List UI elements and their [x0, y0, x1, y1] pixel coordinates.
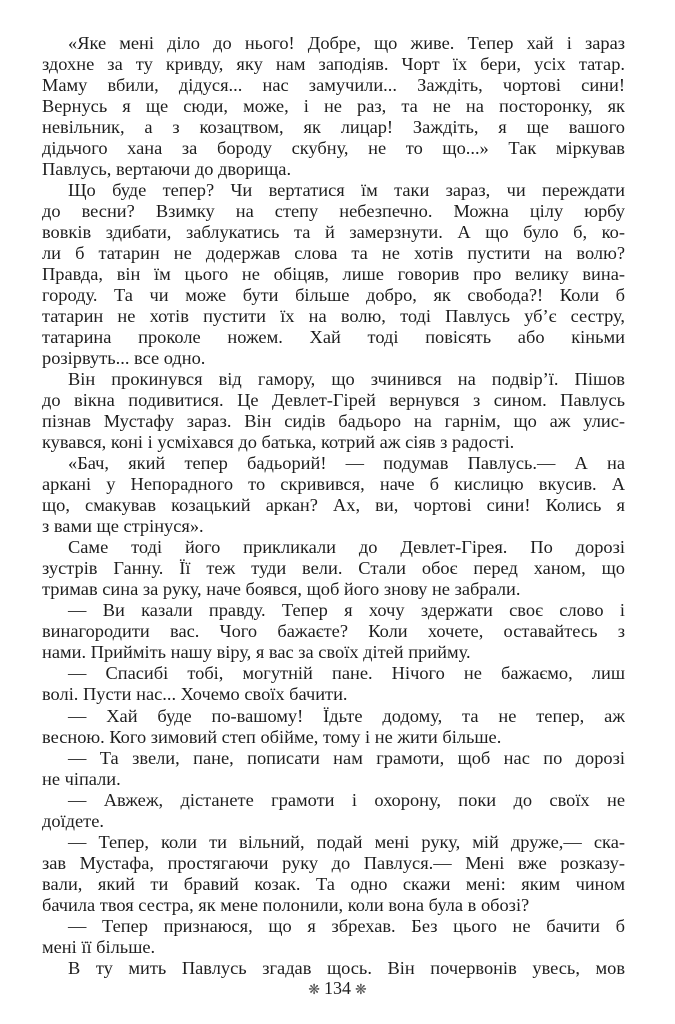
text-line: весною. Кого зимовий степ обійме, тому і не жити більше.: [42, 726, 502, 747]
text-line: до весни? Взимку на степу небезпечно. Можна цілу юрбу: [42, 201, 625, 222]
text-line: — Тепер, коли ти вільний, подай мені руку, мій друже,— ска-: [68, 831, 625, 852]
paragraph: [42, 832, 625, 916]
paragraph: [42, 790, 625, 832]
text-line: зав Мустафа, простягаючи руку до Павлуся.— Мені вже розказу-: [42, 852, 625, 873]
text-line: Що буде тепер? Чи вертатися їм таки зараз, чи переждати: [68, 180, 625, 201]
text-line: Він прокинувся від гамору, що зчинився на подвір’ї. Пішов: [68, 369, 625, 390]
page-body: [42, 33, 625, 979]
text-line: Саме тоді його прикликали до Девлет-Гірея. По дорозі: [68, 537, 625, 558]
text-line: дідьчого хана за бороду скубну, не то що...» Так міркував: [42, 138, 625, 159]
text-line: не чіпали.: [42, 768, 121, 789]
text-line: бачила твоя сестра, як мене полонили, коли вона була в обозі?: [42, 894, 530, 915]
text-line: — Ви казали правду. Тепер я хочу здержати своє слово і: [68, 600, 625, 621]
paragraph: [42, 916, 625, 958]
text-line: з вами ще стрінуся».: [42, 516, 204, 537]
paragraph: [42, 706, 625, 748]
paragraph: [42, 33, 625, 180]
text-line: доїдете.: [42, 810, 104, 831]
text-line: що, смакував козацький аркан? Ах, ви, чортові сини! Колись я: [42, 495, 625, 516]
page-footer: [0, 978, 675, 999]
text-line: — Та звели, пане, пописати нам грамоти, щоб нас по дорозі: [68, 747, 625, 768]
text-line: — Хай буде по-вашому! Їдьте додому, та не тепер, аж: [68, 705, 625, 726]
paragraph: [42, 369, 625, 453]
text-line: Павлусь, вертаючи до дворища.: [42, 159, 292, 180]
text-line: невільник, а з козацтвом, як лицар! Заждіть, я ще вашого: [42, 117, 625, 138]
text-line: пізнав Мустафу зараз. Він сидів бадьоро на гарнім, що аж улис-: [42, 411, 625, 432]
text-line: тримав сина за руку, наче боявся, щоб його знову не забрали.: [42, 579, 521, 600]
paragraph: [42, 958, 625, 979]
text-line: — Авжеж, дістанете грамоти і охорону, поки до своїх не: [68, 789, 625, 810]
page-number: 134: [324, 978, 351, 998]
text-line: вовків здибати, заблукатись та й замерзнути. А що було б, ко-: [42, 222, 625, 243]
paragraph: [42, 180, 625, 369]
text-line: зустрів Ганну. Її теж туди вели. Стали обоє перед ханом, що: [42, 558, 625, 579]
text-line: татарина проколе ножем. Хай тоді повісять або кіньми: [42, 327, 625, 348]
text-line: городу. Та чи може бути більше добро, як свобода?! Коли б: [42, 285, 625, 306]
text-line: — Тепер признаюся, що я збрехав. Без цього не бачити б: [68, 915, 625, 936]
text-line: вали, який ти бравий козак. Та одно скажи мені: яким чином: [42, 873, 625, 894]
text-line: волі. Пусти нас... Хочемо своїх бачити.: [42, 684, 348, 705]
text-line: аркані у Непорадного то скривився, наче б кислицю вкусив. А: [42, 474, 625, 495]
text-line: — Спасибі тобі, могутній пане. Нічого не бажаємо, лиш: [68, 663, 625, 684]
text-line: Маму вбили, дідуся... нас замучили... Заждіть, чортові сини!: [42, 75, 625, 96]
paragraph: [42, 748, 625, 790]
text-line: Правда, він їм цього не обіцяв, лише говорив про велику вина-: [42, 264, 625, 285]
text-line: нами. Прийміть нашу віру, я вас за своїх дітей прийму.: [42, 642, 471, 663]
ornament-left-icon: ❋: [308, 983, 320, 998]
text-line: мені її більше.: [42, 936, 156, 957]
text-line: «Бач, який тепер бадьорий! — подумав Павлусь.— А на: [68, 453, 625, 474]
text-line: татарин не хотів пустити їх на волю, тоді Павлусь уб’є сестру,: [42, 306, 625, 327]
ornament-right-icon: ❋: [355, 983, 367, 998]
paragraph: [42, 453, 625, 537]
text-line: здохне за ту кривду, яку нам заподіяв. Чорт їх бери, усіх татар.: [42, 54, 625, 75]
text-line: В ту мить Павлусь згадав щось. Він почервонів увесь, мов: [68, 957, 625, 978]
text-line: винагородити вас. Чого бажаєте? Коли хочете, оставайтесь з: [42, 621, 625, 642]
paragraph: [42, 537, 625, 600]
paragraph: [42, 663, 625, 705]
paragraph: [42, 600, 625, 663]
text-line: кувався, коні і усміхався до батька, котрий аж сіяв з радості.: [42, 432, 515, 453]
text-line: до вікна подивитися. Це Девлет-Гірей вернувся з сином. Павлусь: [42, 390, 625, 411]
text-line: Вернусь я ще сюди, може, і не раз, та не на посторонку, як: [42, 96, 625, 117]
text-line: ли б татарин не додержав слова та не хотів пустити на волю?: [42, 243, 625, 264]
text-line: розірвуть... все одно.: [42, 348, 206, 369]
text-line: «Яке мені діло до нього! Добре, що живе. Тепер хай і зараз: [68, 33, 625, 53]
